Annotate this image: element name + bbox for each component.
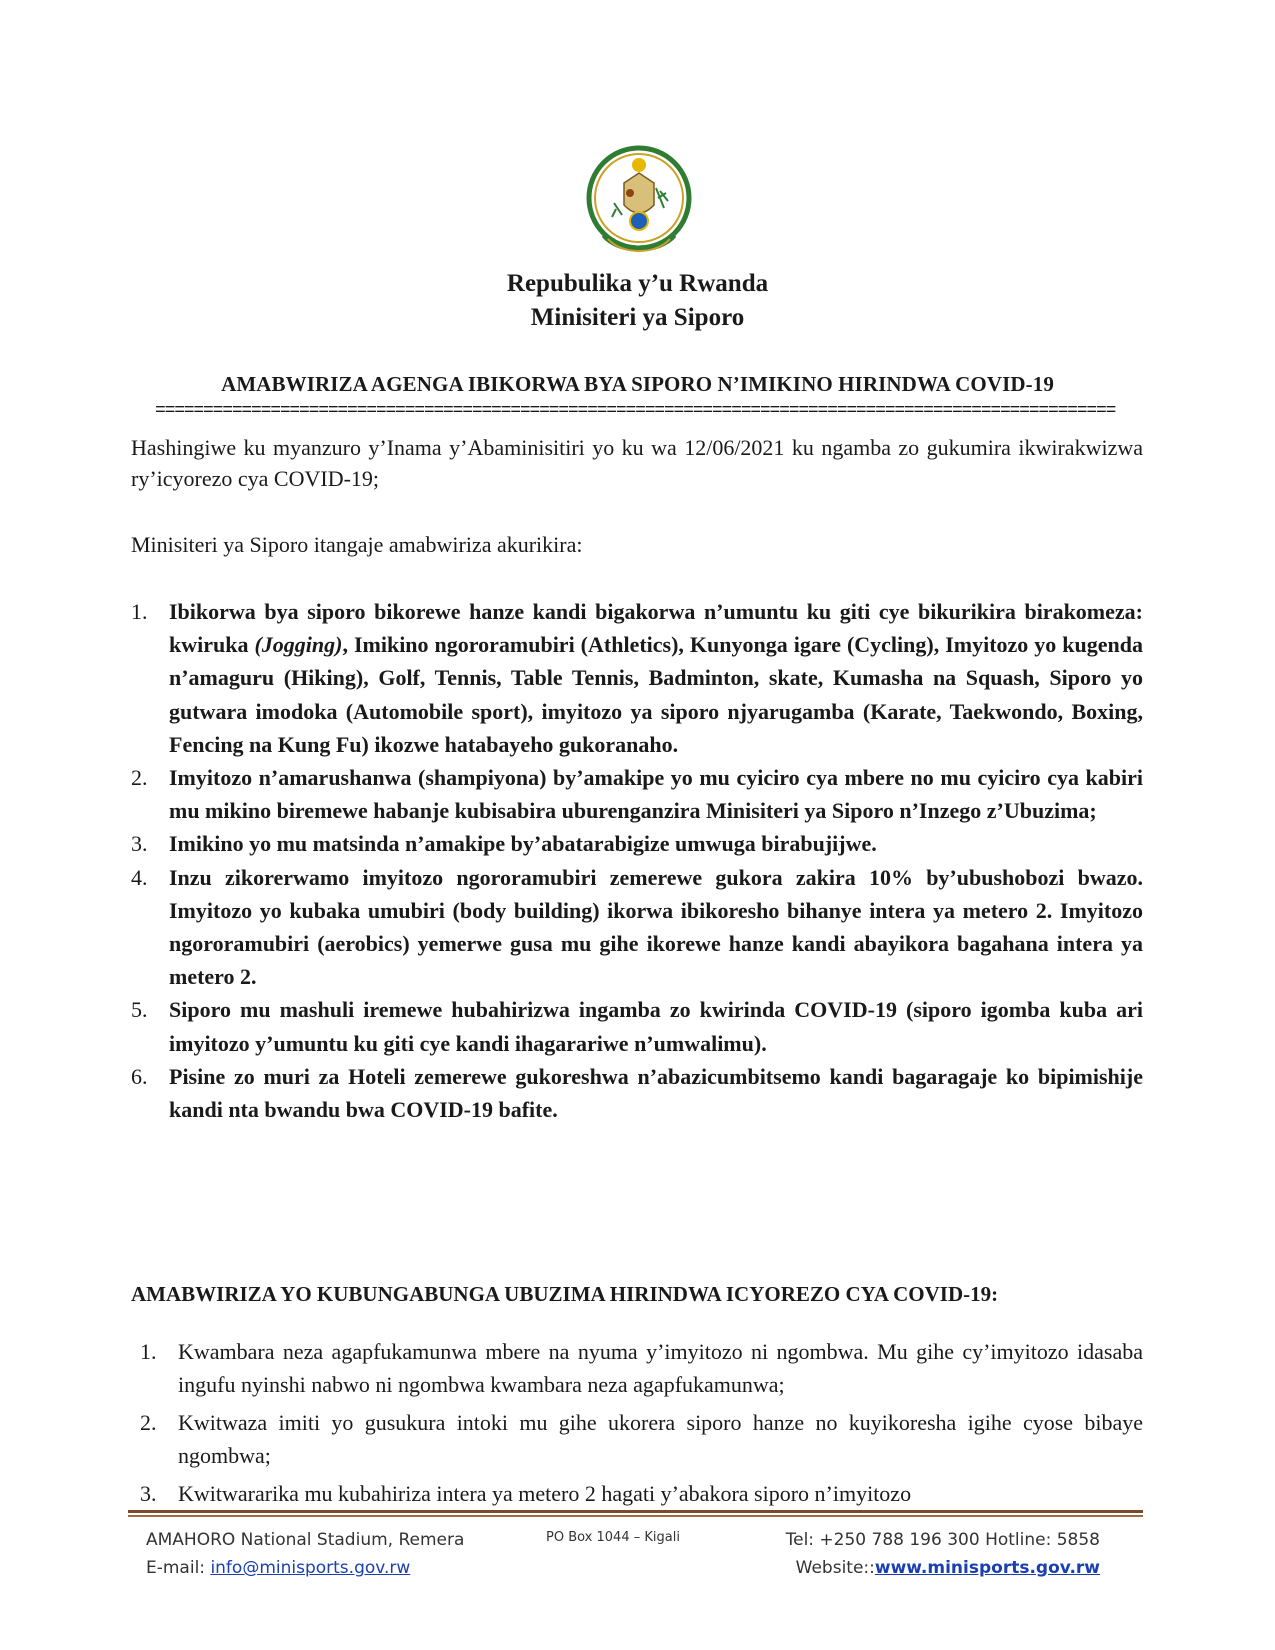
document-title: AMABWIRIZA AGENGA IBIKORWA BYA SIPORO N’IMIKINO HIRINDWA COVID-19 xyxy=(221,372,1054,396)
footer-divider-line xyxy=(128,1515,1143,1517)
footer-email xyxy=(146,1558,410,1578)
health-rules-list xyxy=(131,1335,1143,1515)
rule-number: 2. xyxy=(131,765,148,791)
footer-website xyxy=(796,1558,1100,1578)
rule-number: 2. xyxy=(140,1410,157,1435)
rule-text: Pisine zo muri za Hoteli zemerewe gukoreshwa n’abazicumbitsemo kandi bagaragaje ko bipimishije kandi nta bwandu bwa COVID-19 bafite. xyxy=(169,1063,1143,1123)
footer-po-box: PO Box 1044 – Kigali xyxy=(546,1530,680,1545)
rule-text: Kwitwaza imiti yo gusukura intoki mu gihe ukorera siporo hanze no kuyikoresha igihe cyose bibaye ngombwa; xyxy=(178,1410,1143,1468)
title-separator: ==================================================================================================== xyxy=(155,401,1116,421)
rule-text: , Imikino ngororamubiri (Athletics), Kunyonga igare (Cycling), Imyitozo yo kugenda n’amaguru (Hiking), Golf, Tennis, Table Tennis, Badminton, skate, Kumasha na Squash, Siporo yo gutwara imodoka (Automobile sport), imyitozo ya siporo njyarugamba (Karate, Taekwondo, Boxing, Fencing na Kung Fu) ikozwe hatabayeho gukoranaho. xyxy=(169,632,1143,757)
lead-paragraph: Minisiteri ya Siporo itangaje amabwiriza akurikira: xyxy=(131,532,583,557)
sports-rules-list xyxy=(131,595,1143,1126)
ministry-name: Minisiteri ya Siporo xyxy=(530,304,745,331)
rule-item-6 xyxy=(131,1060,1143,1126)
rule-text: Ibikorwa bya siporo bikorewe hanze kandi bigakorwa n’umuntu ku giti cye bikurikira birakomeza: kwiruka xyxy=(169,599,1143,658)
footer-address: AMAHORO National Stadium, Remera xyxy=(146,1530,465,1550)
rule-text: Kwitwararika mu kubahiriza intera ya metero 2 hagati y’abakora siporo n’imyitozo xyxy=(178,1481,912,1506)
rule-number: 1. xyxy=(131,599,148,624)
rule-text-italic: (Jogging) xyxy=(254,632,343,658)
intro-paragraph: Hashingiwe ku myanzuro y’Inama y’Abaminisitiri yo ku wa 12/06/2021 ku ngamba zo gukumira ikwirakwizwa ry’icyorezo cya COVID-19; xyxy=(131,435,1143,491)
rule-text: Imikino yo mu matsinda n’amakipe by’abatarabigize umwuga birabujijwe. xyxy=(169,831,877,857)
rule-item-2 xyxy=(131,761,1143,827)
rule-number: 3. xyxy=(131,831,148,857)
footer-email-label: E-mail: xyxy=(146,1558,211,1578)
coat-of-arms-icon xyxy=(584,143,694,263)
footer-divider-line xyxy=(128,1510,1143,1513)
email-link[interactable]: info@minisports.gov.rw xyxy=(210,1558,411,1578)
rule-text: Kwambara neza agapfukamunwa mbere na nyuma y’imyitozo ni ngombwa. Mu gihe cy’imyitozo idasaba ingufu nyinshi nabwo ni ngombwa kwambara neza agapfukamunwa; xyxy=(178,1339,1143,1397)
health-rules-title: AMABWIRIZA YO KUBUNGABUNGA UBUZIMA HIRINDWA ICYOREZO CYA COVID-19: xyxy=(131,1282,999,1306)
health-rule-item-3 xyxy=(131,1477,1143,1510)
rule-number: 4. xyxy=(131,864,148,890)
rule-number: 3. xyxy=(140,1481,157,1506)
rule-text: Imyitozo n’amarushanwa (shampiyona) by’amakipe yo mu cyiciro cya mbere no mu cyiciro cya kabiri mu mikino biremewe habanje kubisabira uburenganzira Minisiteri ya Siporo n’Inzego z’Ubuzima; xyxy=(169,765,1143,824)
health-rule-item-1 xyxy=(131,1335,1143,1401)
footer-phone: Tel: +250 788 196 300 Hotline: 5858 xyxy=(785,1530,1100,1550)
rule-item-4 xyxy=(131,861,1143,994)
footer-divider xyxy=(128,1510,1143,1518)
rule-text: Inzu zikorerwamo imyitozo ngororamubiri zemerewe gukora zakira 10% by’ubushobozi bwazo. Imyitozo yo kubaka umubiri (body building) ikorwa ibikoresho bihanye intera ya metero 2. Imyitozo ngororamubiri (aerobics) yemerwe gusa mu gihe ikorewe hanze kandi abayikora bagahana intera ya metero 2. xyxy=(169,864,1143,990)
website-link[interactable]: www.minisports.gov.rw xyxy=(874,1558,1100,1578)
rule-item-5 xyxy=(131,993,1143,1059)
footer-website-label: Website:: xyxy=(795,1558,875,1578)
rule-text: Siporo mu mashuli iremewe hubahirizwa ingamba zo kwirinda COVID-19 (siporo igomba kuba ari imyitozo y’umuntu ku giti cye kandi ihagarariwe n’umwalimu). xyxy=(169,997,1143,1056)
country-name: Repubulika y’u Rwanda xyxy=(506,270,769,297)
rule-item-1 xyxy=(131,595,1143,761)
health-rule-item-2 xyxy=(131,1406,1143,1472)
rule-item-3 xyxy=(131,827,1143,860)
rule-number: 1. xyxy=(140,1339,157,1364)
rule-number: 6. xyxy=(131,1063,148,1089)
rule-number: 5. xyxy=(131,997,148,1023)
